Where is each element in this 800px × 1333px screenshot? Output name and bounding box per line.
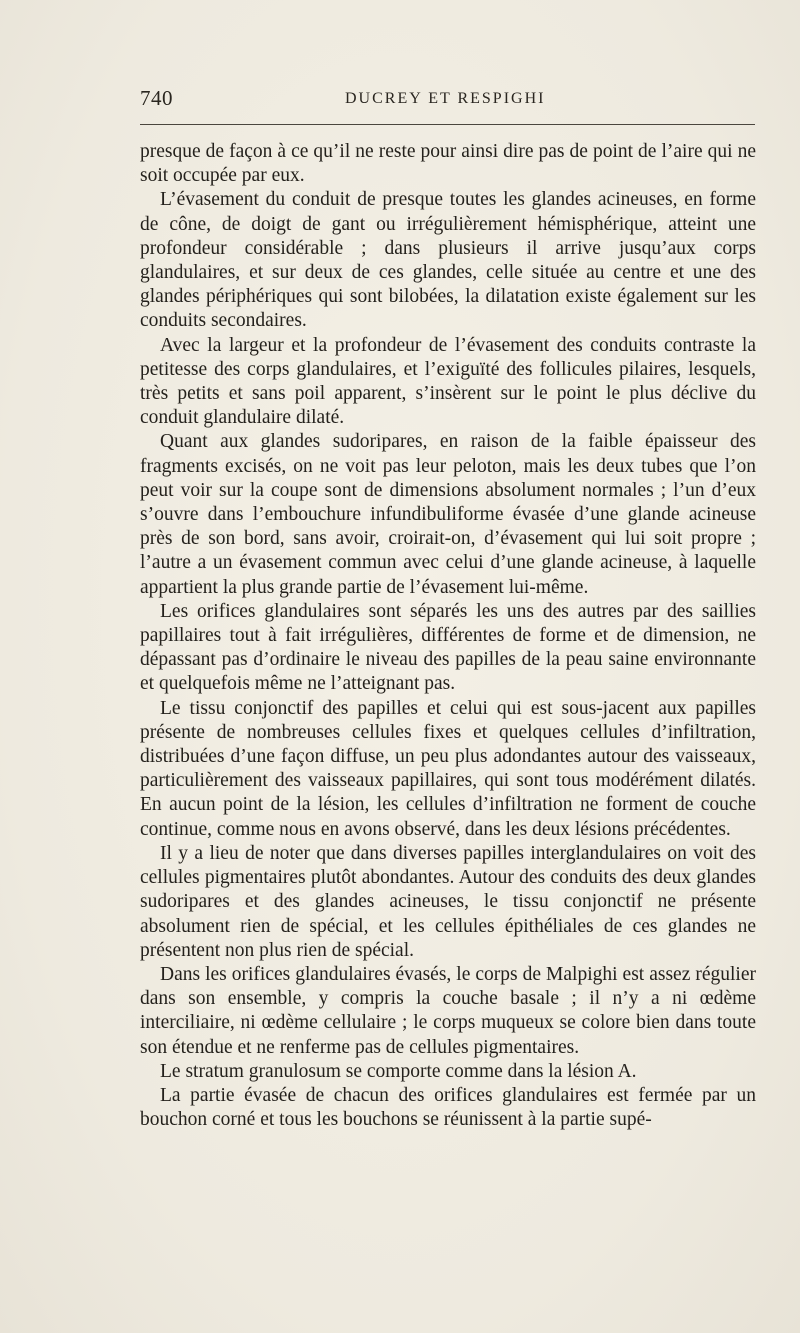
running-head: DUCREY ET RESPIGHI <box>345 90 546 107</box>
paragraph: Avec la largeur et la profondeur de l’évasement des conduits contraste la petitesse des corps glandulaires, et l’exiguïté des follicules pilaires, lesquels, très petits et sans poil apparent, s’insèrent sur le point le plus déclive du conduit glandulaire dilaté. <box>140 334 756 429</box>
paragraph: Il y a lieu de noter que dans diverses papilles interglandulaires on voit des cellules pigmentaires plutôt abondantes. Autour des conduits des deux glandes sudoripares et des glandes acineuses, le tissu conjonctif ne présente absolument rien de spécial, et les cellules épithéliales de ces glandes ne présentent non plus rien de spécial. <box>140 842 756 961</box>
paragraph: L’évasement du conduit de presque toutes les glandes acineuses, en forme de cône, de doigt de gant ou irrégulièrement hémisphérique, atteint une profondeur considérable ; dans plusieurs il arrive jusqu’aux corps glandulaires, et sur deux de ces glandes, celle située au centre et une des glandes périphériques qui sont bilobées, la dilatation existe également sur les conduits secondaires. <box>140 189 756 332</box>
header-rule <box>140 124 755 125</box>
paragraph: La partie évasée de chacun des orifices glandulaires est fermée par un bouchon corné et tous les bouchons se réunissent à la partie supé- <box>140 1084 756 1131</box>
page-number: 740 <box>140 86 173 110</box>
paragraph-continued: presque de façon à ce qu’il ne reste pour ainsi dire pas de point de l’aire qui ne soit occupée par eux. <box>140 141 756 187</box>
paragraph: Dans les orifices glandulaires évasés, le corps de Malpighi est assez régulier dans son ensemble, y compris la couche basale ; il n’y a ni œdème interciliaire, ni œdème cellulaire ; le corps muqueux se colore bien dans toute son étendue et ne renferme pas de cellules pigmentaires. <box>140 963 756 1058</box>
page-header <box>140 86 755 116</box>
body-text <box>140 140 756 1132</box>
paragraph: Les orifices glandulaires sont séparés les uns des autres par des saillies papillaires tout à fait irrégulières, différentes de forme et de dimension, ne dépassant pas d’ordinaire le niveau des papilles de la peau saine environnante et quelquefois même ne l’atteignant pas. <box>140 600 756 695</box>
paragraph: Le tissu conjonctif des papilles et celui qui est sous-jacent aux papilles présente de nombreuses cellules fixes et quelques cellules d’infiltration, distribuées d’une façon diffuse, un peu plus adondantes autour des vaisseaux, particulièrement des vaisseaux papillaires, qui sont tous modérément dilatés. En aucun point de la lésion, les cellules d’infiltration ne forment de couche continue, comme nous en avons observé, dans les deux lésions précédentes. <box>140 697 756 840</box>
paragraph: Le stratum granulosum se comporte comme dans la lésion A. <box>160 1060 637 1082</box>
paragraph: Quant aux glandes sudoripares, en raison de la faible épaisseur des fragments excisés, on ne voit pas leur peloton, mais les deux tubes que l’on peut voir sur la coupe sont de dimensions absolument normales ; l’un d’eux s’ouvre dans l’embouchure infundibuliforme évasée d’une glande acineuse près de son bord, sans avoir, croirait-on, d’évasement qui lui soit propre ; l’autre a un évasement commun avec celui d’une glande acineuse, à laquelle appartient la plus grande partie de l’évasement lui-même. <box>140 431 756 598</box>
